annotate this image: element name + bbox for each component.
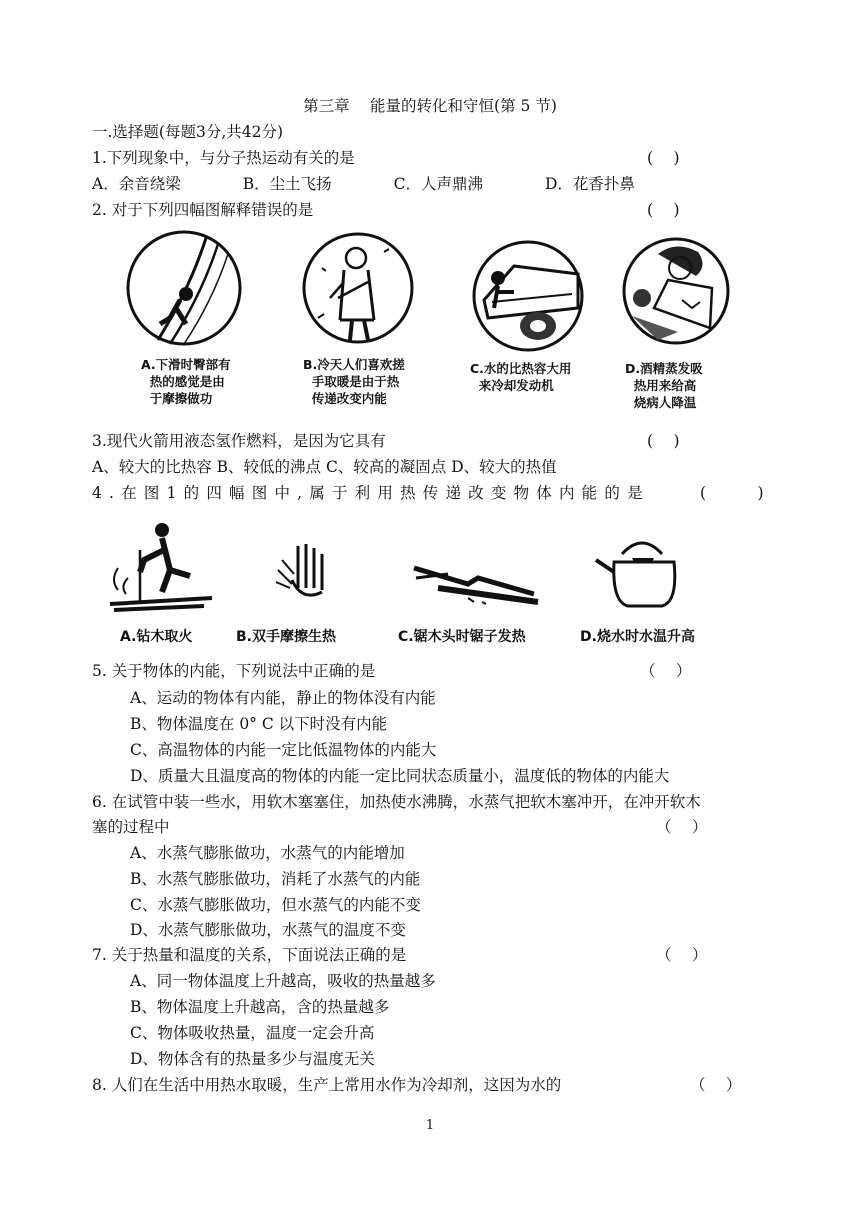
page-number: 1 [425, 1118, 435, 1133]
question-4-stem: 4.在图1的四幅图中,属于利用热传递改变物体内能的是 [92, 484, 650, 502]
slide-illustration [120, 228, 250, 350]
question-7-answer-paren: （ ） [656, 946, 708, 964]
question-4-caption-b: B.双手摩擦生热 [236, 629, 336, 645]
question-7-option-b: B、物体温度上升越高，含的热量越多 [130, 998, 390, 1016]
alcohol-evaporation-illustration [618, 236, 736, 346]
question-2-caption-b: B.冷天人们喜欢搓 手取暖是由于热 传递改变内能 [303, 357, 405, 406]
question-5-stem: 5. 关于物体的内能，下列说法中正确的是 [92, 662, 376, 680]
rubbing-hands-icon [272, 540, 336, 608]
question-1-options: A．余音绕梁 B．尘土飞扬 C．人声鼎沸 D．花香扑鼻 [92, 175, 635, 193]
question-1-answer-paren: ( ) [647, 149, 680, 167]
question-4-caption-a: A.钻木取火 [120, 629, 193, 645]
question-2-caption-a: A.下滑时臀部有 热的感觉是由 于摩擦做功 [141, 357, 231, 406]
page-title: 第三章 能量的转化和守恒(第 5 节) [303, 97, 557, 115]
question-8-answer-paren: （ ） [690, 1076, 742, 1094]
question-2-caption-d: D.酒精蒸发吸 热用来给高 烧病人降温 [625, 361, 703, 410]
question-2-caption-c: C.水的比热容大用 来冷却发动机 [470, 361, 572, 393]
question-4-caption-c: C.锯木头时锯子发热 [398, 629, 526, 645]
question-3-stem: 3.现代火箭用液态氢作燃料，是因为它具有 [92, 432, 386, 450]
question-5-option-c: C、高温物体的内能一定比低温物体的内能大 [130, 741, 437, 759]
question-6-option-c: C、水蒸气膨胀做功，但水蒸气的内能不变 [130, 896, 421, 914]
question-7-option-d: D、物体含有的热量多少与温度无关 [130, 1050, 375, 1068]
question-5-option-a: A、运动的物体有内能，静止的物体没有内能 [130, 689, 436, 707]
question-2-answer-paren: ( ) [647, 201, 680, 219]
drill-wood-illustration [100, 520, 220, 612]
question-7-stem: 7. 关于热量和温度的关系，下面说法正确的是 [92, 946, 407, 964]
question-7-option-c: C、物体吸收热量，温度一定会升高 [130, 1024, 375, 1042]
question-6-stem-continued: 塞的过程中 [92, 818, 170, 836]
question-6-stem: 6. 在试管中装一些水，用软木塞塞住，加热使水沸腾，水蒸气把软木塞冲开，在冲开软木 [92, 793, 701, 811]
car-engine-illustration [468, 236, 588, 354]
question-6-answer-paren: （ ） [656, 818, 708, 836]
question-4-caption-d: D.烧水时水温升高 [580, 629, 695, 645]
question-5-option-d: D、质量大且温度高的物体的内能一定比同状态质量小，温度低的物体的内能大 [130, 767, 670, 785]
question-2-stem: 2. 对于下列四幅图解释错误的是 [92, 201, 314, 219]
question-6-option-d: D、水蒸气膨胀做功，水蒸气的温度不变 [130, 921, 406, 939]
question-5-option-b: B、物体温度在 0° C 以下时没有内能 [130, 715, 388, 733]
question-3-answer-paren: ( ) [647, 432, 680, 450]
question-4-answer-paren: ( ) [700, 484, 764, 502]
question-6-option-a: A、水蒸气膨胀做功，水蒸气的内能增加 [130, 844, 405, 862]
question-6-option-b: B、水蒸气膨胀做功，消耗了水蒸气的内能 [130, 870, 421, 888]
rubbing-hands-illustration [300, 228, 416, 350]
question-8-stem: 8. 人们在生活中用热水取暖，生产上常用水作为冷却剂，这因为水的 [92, 1076, 562, 1094]
question-7-option-a: A、同一物体温度上升越高，吸收的热量越多 [130, 972, 436, 990]
question-3-options: A、较大的比热容 B、较低的沸点 C、较高的凝固点 D、较大的热值 [92, 458, 557, 476]
kettle-illustration [592, 532, 692, 612]
saw-wood-illustration [408, 558, 540, 608]
question-5-answer-paren: （ ） [640, 662, 692, 680]
section-heading: 一.选择题(每题3分,共42分) [92, 123, 284, 141]
question-1-stem: 1.下列现象中，与分子热运动有关的是 [92, 149, 355, 167]
